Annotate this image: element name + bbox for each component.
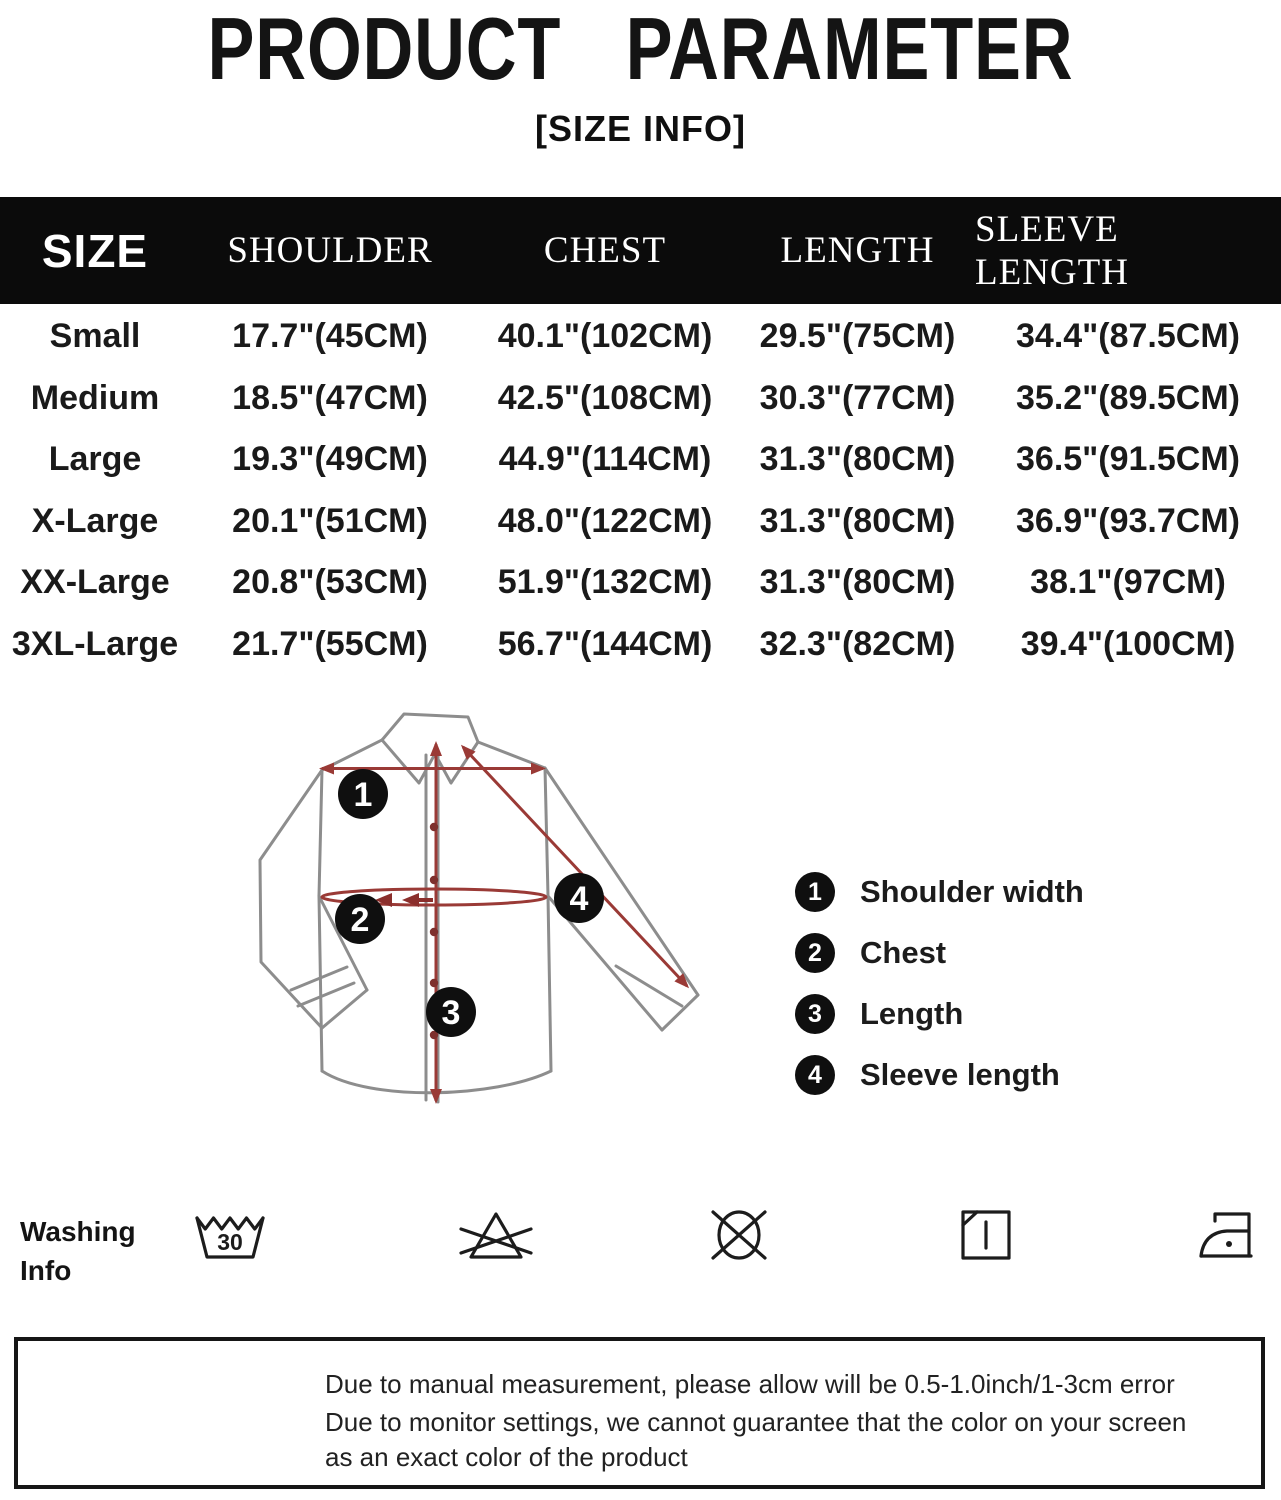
legend-label: Length [860,996,964,1031]
table-row-small [0,306,1281,368]
svg-text:3: 3 [441,994,461,1032]
cell-chest: 51.9"(132CM) [497,563,713,602]
legend-badge-2: 2 [795,933,835,973]
cell-shoulder: 20.1"(51CM) [232,501,428,540]
cell-sleeve: 36.9"(93.7CM) [1016,501,1240,540]
cell-size: X-Large [31,501,159,540]
svg-text:4: 4 [569,880,589,918]
header-cell-chest: CHEST [543,230,667,271]
legend-badge-3: 3 [795,994,835,1034]
cell-length: 30.3"(77CM) [759,378,956,417]
do-not-dry-clean-icon [701,1209,777,1261]
washing-info-label-line2: Info [20,1255,72,1286]
washing-info-label-line1: Washing [20,1216,136,1247]
cell-size: Small [49,317,141,356]
disclaimer-line-3: as an exact color of the product [325,1442,688,1472]
measurement-legend [795,872,1084,1116]
cell-chest: 42.5"(108CM) [497,378,713,417]
table-row-large [0,429,1281,491]
page-title: PRODUCT PARAMETER [207,0,1074,98]
header-cell-size: SIZE [41,224,149,277]
disclaimer-line-2: Due to monitor settings, we cannot guarantee that the color on your screen [325,1407,1187,1437]
cell-chest: 40.1"(102CM) [497,317,713,356]
cell-length: 31.3"(80CM) [759,563,956,602]
svg-text:30: 30 [217,1229,243,1255]
cell-sleeve: 38.1"(97CM) [1030,563,1226,602]
legend-label: Chest [860,935,947,970]
legend-item-sleeve-length [795,1055,1084,1095]
cell-shoulder: 20.8"(53CM) [232,563,428,602]
table-row-xx-large [0,552,1281,614]
cell-size: Large [48,440,142,479]
wash-30-icon [192,1209,268,1261]
svg-text:2: 2 [350,901,370,939]
cell-size: XX-Large [20,563,170,602]
cell-length: 31.3"(80CM) [759,440,956,479]
diagram-badge-3 [426,987,476,1037]
cell-sleeve: 36.5"(91.5CM) [1016,440,1240,479]
header-cell-sleeve-length: SLEEVE LENGTH [975,208,1129,293]
drip-dry-icon [948,1209,1024,1261]
iron-icon [1190,1209,1266,1261]
disclaimer-line-1: Due to manual measurement, please allow will be 0.5-1.0inch/1-3cm error [325,1369,1175,1399]
table-row-x-large [0,491,1281,553]
legend-item-shoulder-width [795,872,1084,912]
size-table-header [0,197,1281,304]
size-info-subtitle: [SIZE INFO] [535,108,746,149]
cell-length: 32.3"(82CM) [759,624,956,663]
legend-item-length [795,994,1084,1034]
cell-shoulder: 17.7"(45CM) [232,317,428,356]
legend-label: Sleeve length [860,1057,1060,1092]
washing-info-label [20,1212,136,1290]
cell-length: 31.3"(80CM) [759,501,956,540]
legend-badge-4: 4 [795,1055,835,1095]
legend-item-chest [795,933,1084,973]
header-cell-shoulder: SHOULDER [227,230,433,271]
table-row-medium [0,368,1281,430]
svg-text:1: 1 [353,776,373,814]
do-not-bleach-icon [458,1209,534,1261]
cell-chest: 56.7"(144CM) [497,624,713,663]
cell-size: 3XL-Large [11,624,179,663]
cell-shoulder: 19.3"(49CM) [232,440,428,479]
cell-chest: 44.9"(114CM) [498,440,712,479]
cell-shoulder: 18.5"(47CM) [232,378,428,417]
legend-label: Shoulder width [860,874,1084,909]
legend-badge-1: 1 [795,872,835,912]
diagram-badge-1 [338,769,388,819]
table-row-3xl-large [0,614,1281,676]
cell-chest: 48.0"(122CM) [497,501,713,540]
cell-sleeve: 39.4"(100CM) [1020,624,1236,663]
shirt-outline [260,714,698,1102]
cell-length: 29.5"(75CM) [759,317,956,356]
measurement-arrow-sleeve [463,747,687,986]
cell-shoulder: 21.7"(55CM) [232,624,428,663]
size-table-body [0,306,1281,675]
cell-sleeve: 35.2"(89.5CM) [1016,378,1240,417]
cell-size: Medium [30,378,160,417]
shirt-measurement-diagram [230,690,750,1140]
cell-sleeve: 34.4"(87.5CM) [1016,317,1240,356]
diagram-badge-2 [335,894,385,944]
header-cell-length: LENGTH [780,230,935,271]
disclaimer-box [14,1337,1265,1489]
diagram-badge-4 [554,873,604,923]
